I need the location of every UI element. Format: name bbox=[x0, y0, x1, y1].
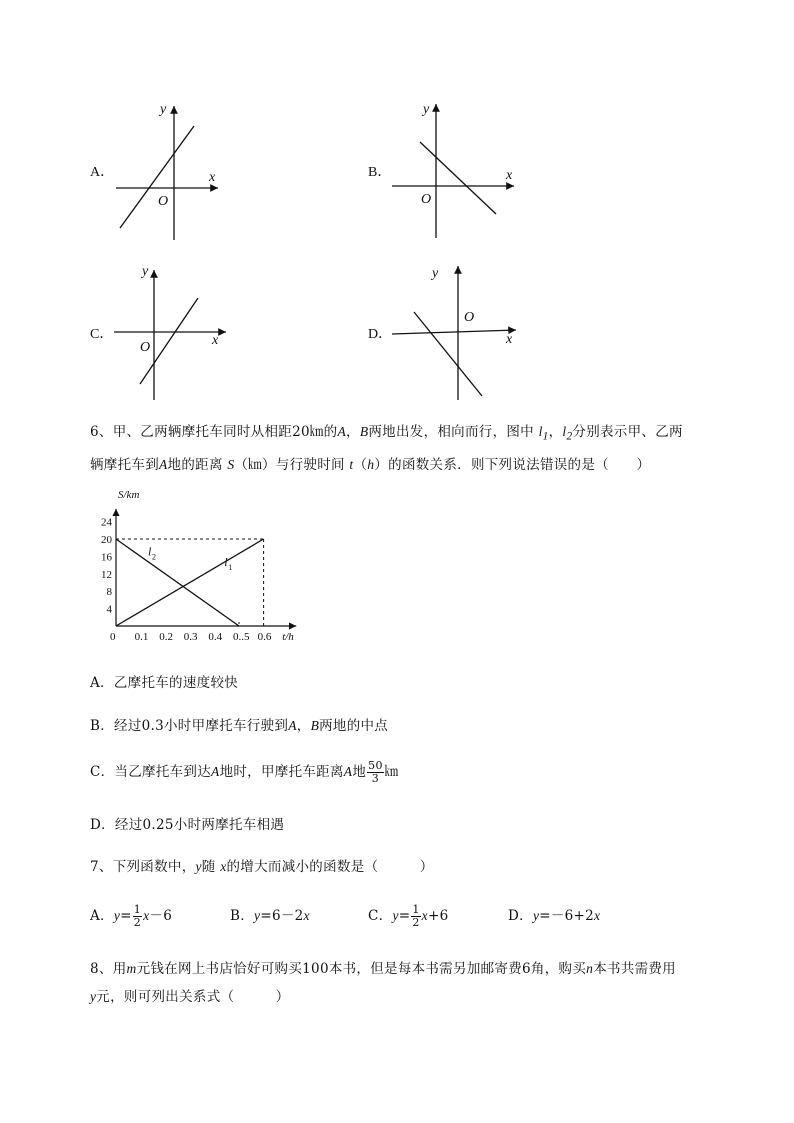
graph-a-axes bbox=[88, 98, 248, 248]
y-label: y bbox=[160, 102, 167, 117]
y-tick-label: 4 bbox=[106, 603, 112, 616]
x-label: x bbox=[212, 333, 219, 348]
x-label: x bbox=[506, 168, 513, 183]
x-tick-label: 0.6 bbox=[257, 631, 272, 643]
option-label: A． bbox=[90, 165, 115, 180]
q6-option-d[interactable]: D．经过0.25小时两摩托车相遇 bbox=[90, 817, 285, 833]
y-label: y bbox=[423, 102, 430, 117]
question-8-stem bbox=[90, 955, 750, 1011]
y-axis-label: S/km bbox=[118, 489, 140, 501]
series-label-l2-sub: 2 bbox=[151, 552, 156, 562]
x-tick-label: 0.4 bbox=[208, 631, 223, 643]
origin-label: O bbox=[140, 340, 151, 355]
x-axis-label: t/h bbox=[282, 631, 294, 643]
graph-c-axes bbox=[88, 262, 248, 407]
q6-option-a[interactable]: A．乙摩托车的速度较快 bbox=[90, 675, 239, 691]
x-tick-label: 0.3 bbox=[183, 631, 198, 643]
x-tick-label: 0 bbox=[110, 631, 116, 643]
option-label: D． bbox=[368, 327, 393, 342]
option-label: B． bbox=[368, 165, 392, 180]
q6-option-c[interactable]: C．当乙摩托车到达A地时，甲摩托车距离A地 $\frac{50}{3}$ ㎞ bbox=[90, 759, 399, 785]
series-label-l1-sub: 1 bbox=[228, 562, 233, 572]
origin-label: O bbox=[158, 194, 169, 209]
y-tick-label: 20 bbox=[101, 534, 112, 546]
y-label: y bbox=[142, 264, 149, 279]
x-tick-label: 0.1 bbox=[134, 631, 149, 643]
graph-option-a bbox=[88, 98, 248, 248]
series-line-l2 bbox=[116, 539, 239, 626]
series-line-l1 bbox=[116, 539, 264, 626]
graph-option-c bbox=[88, 262, 248, 407]
y-label: y bbox=[432, 266, 439, 281]
y-tick-label: 24 bbox=[101, 516, 112, 529]
fraction: $\frac{1}{2}$ bbox=[412, 903, 420, 929]
y-tick-label: 12 bbox=[101, 568, 112, 581]
question-7-stem: 7、下列函数中，y随 x的增大而减小的函数是（ ） bbox=[90, 859, 434, 875]
q8-line-2: y元，则可列出关系式（ ） bbox=[90, 989, 290, 1005]
fraction: $\frac{50}{3}$ bbox=[368, 759, 383, 785]
q6-option-b[interactable]: B．经过0.3小时甲摩托车行驶到A，B两地的中点 bbox=[90, 718, 389, 734]
distance-time-chart bbox=[88, 486, 308, 656]
q7-option-b[interactable]: B．y=6－2x bbox=[230, 908, 310, 924]
y-tick-label: 8 bbox=[106, 586, 112, 599]
q8-line-1: 8、用m元钱在网上书店恰好可购买100本书，但是每本书需另加邮寄费6角，购买n本书共需费用 bbox=[90, 961, 676, 977]
q7-option-c[interactable]: C．y= $\frac{1}{2}$ x+6 bbox=[368, 903, 449, 929]
graph-option-d bbox=[366, 262, 536, 407]
graph-b-axes bbox=[366, 98, 526, 248]
q7-option-d[interactable]: D．y=－6+2x bbox=[508, 908, 601, 924]
option-label: C． bbox=[90, 327, 114, 342]
x-label: x bbox=[506, 332, 513, 347]
origin-label: O bbox=[464, 310, 475, 325]
graph-option-b bbox=[366, 98, 526, 248]
function-line bbox=[120, 126, 194, 228]
question-6-stem bbox=[90, 418, 750, 479]
series-label-l2: l bbox=[147, 544, 152, 559]
x-label: x bbox=[209, 170, 216, 185]
q7-option-a[interactable]: A．y= $\frac{1}{2}$ x－6 bbox=[90, 903, 173, 929]
x-tick-label: 0.2 bbox=[159, 631, 173, 643]
q6-line-1: 6、甲、乙两辆摩托车同时从相距20㎞的A，B两地出发，相向而行，图中 $l_1$，$l_2$分别表示甲、乙两 bbox=[90, 424, 683, 443]
origin-label: O bbox=[421, 192, 432, 207]
y-tick-label: 16 bbox=[101, 551, 112, 564]
x-tick-label: 0..5 bbox=[233, 631, 250, 643]
fraction: $\frac{1}{2}$ bbox=[133, 903, 142, 929]
q6-line-2: 辆摩托车到A地的距离 S（㎞）与行驶时间 t（h）的函数关系．则下列说法错误的是（ ） bbox=[90, 456, 651, 473]
series-label-l1: l bbox=[224, 554, 228, 569]
